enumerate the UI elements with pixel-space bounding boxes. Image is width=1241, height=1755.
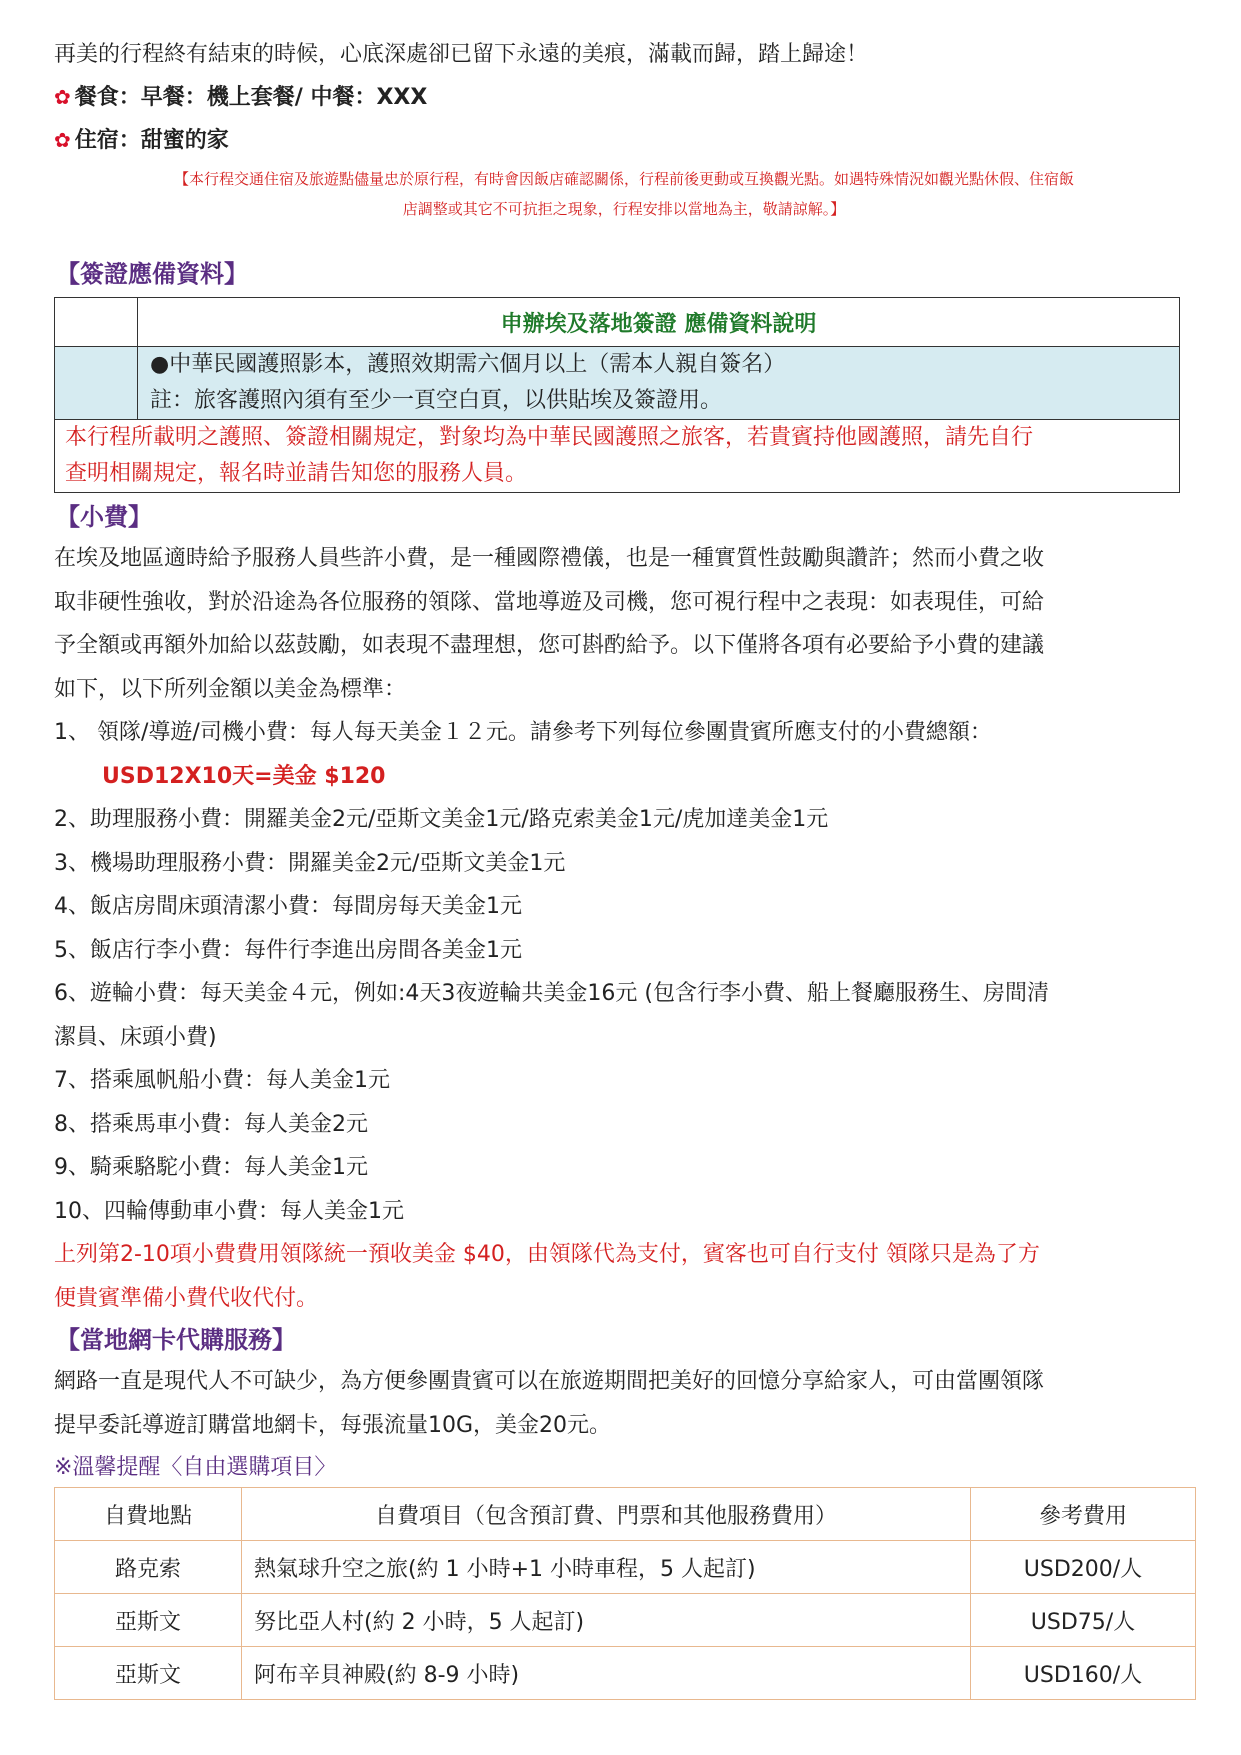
visa-requirement-line: 註：旅客護照內須有至少一頁空白頁，以供貼埃及簽證用。 [150, 388, 723, 413]
tips-item: 4、飯店房間床頭清潔小費：每間房每天美金1元 [54, 894, 522, 919]
sim-paragraph [54, 1360, 1194, 1447]
sim-section-title: 【當地網卡代購服務】 [56, 1326, 296, 1354]
sim-line: 提早委託導遊訂購當地網卡，每張流量10G，美金20元。 [54, 1412, 612, 1438]
item-cell: 努比亞人村(約 2 小時，5 人起訂) [242, 1594, 971, 1647]
tips-paragraph-line: 予全額或再額外加給以茲鼓勵，如表現不盡理想，您可斟酌給予。以下僅將各項有必要給予小費的建議 [54, 633, 1045, 658]
tips-item: 1、 領隊/導遊/司機小費：每人每天美金１２元。請參考下列每位參團貴賓所應支付的小費總額： [54, 720, 992, 745]
visa-requirements [138, 347, 1180, 420]
location-cell: 亞斯文 [55, 1594, 242, 1647]
flower-icon: ✿ [54, 85, 71, 109]
visa-blank-cell [55, 298, 138, 347]
optional-tours-table [54, 1487, 1196, 1700]
tips-item: 10、四輪傳動車小費：每人美金1元 [54, 1198, 404, 1224]
column-header: 參考費用 [971, 1488, 1196, 1541]
tips-item: 9、騎乘駱駝小費：每人美金1元 [54, 1155, 368, 1180]
visa-section-title: 【簽證應備資料】 [56, 260, 248, 288]
optional-reminder: ※溫馨提醒〈自由選購項目〉 [54, 1455, 337, 1480]
intro-text: 再美的行程終有結束的時候，心底深處卻已留下永遠的美痕，滿載而歸，踏上歸途！ [54, 42, 869, 67]
tips-paragraph-line: 在埃及地區適時給予服務人員些許小費，是一種國際禮儀，也是一種實質性鼓勵與讚許；然而小費之收 [54, 546, 1045, 571]
tips-item: 8、搭乘馬車小費：每人美金2元 [54, 1111, 368, 1137]
notice-line: 店調整或其它不可抗拒之現象，行程安排以當地為主，敬請諒解。】 [402, 200, 846, 218]
visa-table-title: 申辦埃及落地簽證 應備資料說明 [138, 298, 1180, 347]
tips-summary: 便貴賓準備小費代收代付。 [54, 1285, 319, 1311]
tips-item: 7、搭乘風帆船小費：每人美金1元 [54, 1068, 390, 1093]
tips-paragraph-line: 取非硬性強收，對於沿途為各位服務的領隊、當地導遊及司機，您可視行程中之表現：如表現佳，可給 [54, 589, 1045, 615]
notice-line: 【本行程交通住宿及旅遊點儘量忠於原行程，有時會因飯店確認關係，行程前後更動或互換觀光點。如遇特殊情況如觀光點休假、住宿飯 [173, 170, 1074, 188]
visa-table [54, 297, 1180, 493]
tips-item: 6、遊輪小費：每天美金４元，例如:4天3夜遊輪共美金16元 (包含行李小費、船上餐廳服務生、房間清 [54, 981, 1049, 1006]
item-cell: 阿布辛貝神殿(約 8-9 小時) [242, 1647, 971, 1700]
tips-item: 5、飯店行李小費：每件行李進出房間各美金1元 [54, 937, 522, 963]
location-cell: 亞斯文 [55, 1647, 242, 1700]
visa-warning-line: 查明相關規定，報名時並請告知您的服務人員。 [65, 461, 528, 486]
visa-warning-line: 本行程所載明之護照、簽證相關規定，對象均為中華民國護照之旅客，若貴賓持他國護照，請先自行 [65, 425, 1034, 450]
table-row [55, 1541, 1196, 1594]
meals-text: 餐食：早餐：機上套餐/ 中餐：XXX [74, 85, 428, 110]
tips-summary: 上列第2-10項小費費用領隊統一預收美金 $40，由領隊代為支付，賓客也可自行支付 領隊只是為了方 [54, 1242, 1040, 1267]
itinerary-notice [54, 164, 1194, 224]
meals-line [54, 76, 1194, 119]
price-cell: USD200/人 [971, 1541, 1196, 1594]
tips-item: 潔員、床頭小費) [54, 1024, 217, 1050]
tips-section-title: 【小費】 [56, 503, 152, 531]
table-row [55, 1647, 1196, 1700]
visa-warning [55, 420, 1180, 493]
visa-blank-cell [55, 347, 138, 420]
price-cell: USD160/人 [971, 1647, 1196, 1700]
item-cell: 熱氣球升空之旅(約 1 小時+1 小時車程，5 人起訂) [242, 1541, 971, 1594]
tips-item: 2、助理服務小費：開羅美金2元/亞斯文美金1元/路克索美金1元/虎加達美金1元 [54, 807, 829, 832]
sim-line: 網路一直是現代人不可缺少，為方便參團貴賓可以在旅遊期間把美好的回憶分享給家人，可由當團領隊 [54, 1369, 1045, 1394]
column-header: 自費地點 [55, 1488, 242, 1541]
column-header: 自費項目（包含預訂費、門票和其他服務費用） [242, 1488, 971, 1541]
tips-paragraph [54, 537, 1194, 1320]
itinerary-page [54, 34, 1194, 1700]
location-cell: 路克索 [55, 1541, 242, 1594]
tips-paragraph-line: 如下，以下所列金額以美金為標準： [54, 676, 407, 702]
flower-icon: ✿ [54, 128, 71, 152]
hotel-text: 住宿：甜蜜的家 [74, 128, 229, 153]
visa-requirement-line: ●中華民國護照影本，護照效期需六個月以上（需本人親自簽名） [150, 352, 786, 377]
tips-item: 3、機場助理服務小費：開羅美金2元/亞斯文美金1元 [54, 850, 566, 876]
tips-total: USD12X10天=美金 $120 [102, 763, 386, 789]
table-row [55, 1594, 1196, 1647]
hotel-line [54, 119, 1194, 162]
price-cell: USD75/人 [971, 1594, 1196, 1647]
table-header-row [55, 1488, 1196, 1541]
